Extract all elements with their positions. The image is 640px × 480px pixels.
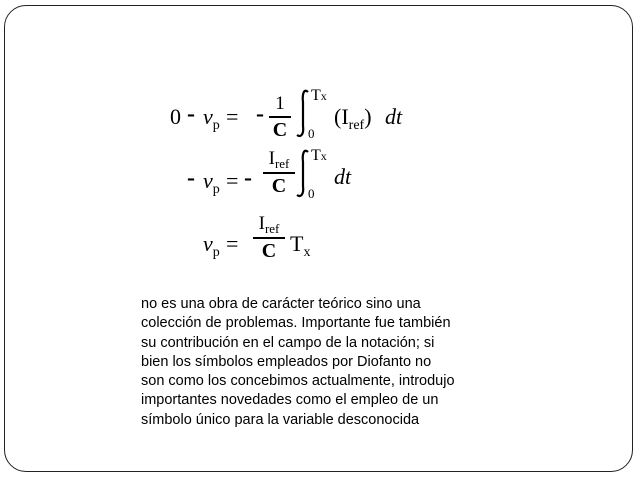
eq2-minus: -	[187, 165, 195, 191]
eq1-frac-denominator: C	[272, 119, 288, 141]
eq2-lower-limit: 0	[308, 186, 315, 201]
eq1-frac-numerator: 1	[275, 93, 285, 114]
body-paragraph: no es una obra de carácter teórico sino una colección de problemas. Importante fue también su contribución en el campo de la notación; si bien los símbolos empleados por Diofanto no son como los concebimos actualmente, introdujo importantes novedades como el empleo de un símbolo único para la variable desconocida	[141, 296, 455, 428]
eq1-equals: =	[226, 104, 239, 129]
eq3-fraction	[253, 213, 285, 262]
eq3-rhs: $T_x$	[290, 231, 311, 260]
eq2-rhs-minus: -	[244, 165, 252, 191]
eq1-upper-limit: Tx	[311, 87, 327, 104]
eq1-lower-limit: 0	[308, 126, 315, 141]
eq2-fraction	[263, 148, 295, 197]
eq2-upper-limit: Tx	[311, 147, 327, 164]
eq3-velocity: $v_p$	[203, 231, 220, 260]
eq3-frac-denominator: C	[261, 240, 277, 262]
eq3-frac-numerator: $I_{ref}$	[258, 213, 280, 236]
eq1-minus: -	[187, 101, 195, 127]
eq2-frac-numerator: $I_{ref}$	[268, 148, 290, 171]
eq1-fraction	[269, 93, 291, 141]
eq2-equals: =	[226, 168, 239, 193]
eq1-rhs-minus: -	[256, 101, 264, 127]
eq2-velocity: $v_p$	[203, 168, 220, 197]
eq2-frac-denominator: C	[271, 175, 287, 197]
eq2-dt: dt	[334, 164, 352, 189]
eq1-zero: 0	[170, 104, 181, 129]
eq3-equals: =	[226, 231, 239, 256]
eq1-integrand: $(I_{ref})$	[334, 104, 372, 133]
eq1-dt: dt	[385, 104, 403, 129]
eq1-velocity: $v_p$	[203, 104, 220, 133]
